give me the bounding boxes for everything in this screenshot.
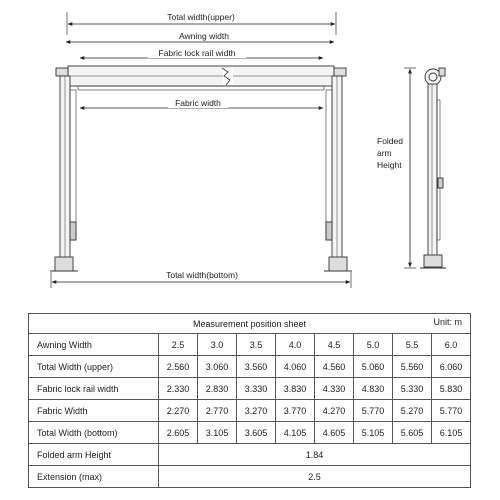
table-cell: 4.605 <box>315 422 354 444</box>
folded-arm-height-row <box>29 444 471 466</box>
folded-arm-height-value: 1.84 <box>159 444 471 466</box>
table-unit: Unit: m <box>433 317 462 327</box>
dimension-folded-arm-height <box>374 68 416 268</box>
table-cell: 4.060 <box>276 356 315 378</box>
table-cell: 6.105 <box>432 422 471 444</box>
table-cell: 4.330 <box>315 378 354 400</box>
table-cell: 3.770 <box>276 400 315 422</box>
row-label: Folded arm Height <box>29 444 159 466</box>
awning-width-value: 2.5 <box>159 334 198 356</box>
row-label: Fabric Width <box>29 400 159 422</box>
table-cell: 3.605 <box>237 422 276 444</box>
table-cell: 5.770 <box>432 400 471 422</box>
label-total-width-bottom: Total width(bottom) <box>166 270 238 280</box>
label-arm: arm <box>377 148 392 158</box>
table-row <box>29 378 471 400</box>
table-cell: 2.330 <box>159 378 198 400</box>
table-cell: 5.270 <box>393 400 432 422</box>
label-fabric-lock-rail-width: Fabric lock rail width <box>158 48 236 58</box>
row-label: Awning Width <box>29 334 159 356</box>
table-cell: 4.830 <box>354 378 393 400</box>
row-label: Fabric lock rail width <box>29 378 159 400</box>
table-cell: 3.060 <box>198 356 237 378</box>
table-cell: 2.270 <box>159 400 198 422</box>
dimension-fabric-width <box>80 98 323 108</box>
awning-width-value: 4.5 <box>315 334 354 356</box>
table-row <box>29 400 471 422</box>
table-title-row <box>29 314 471 334</box>
table-cell: 2.560 <box>159 356 198 378</box>
awning-width-value: 4.0 <box>276 334 315 356</box>
label-fabric-width: Fabric width <box>175 98 221 108</box>
table-cell: 5.605 <box>393 422 432 444</box>
table-cell: 4.105 <box>276 422 315 444</box>
awning-width-row <box>29 334 471 356</box>
measurement-table <box>28 313 471 488</box>
row-label: Extension (max) <box>29 466 159 488</box>
table-row <box>29 356 471 378</box>
awning-width-value: 5.0 <box>354 334 393 356</box>
table-cell: 2.770 <box>198 400 237 422</box>
dimension-fabric-lock-rail-width <box>80 48 323 58</box>
table-cell: 5.060 <box>354 356 393 378</box>
awning-side-view <box>420 68 446 268</box>
label-total-width-upper: Total width(upper) <box>167 12 235 22</box>
dimension-total-width-bottom <box>51 270 351 288</box>
label-folded: Folded <box>377 136 403 146</box>
label-awning-width: Awning width <box>179 31 229 41</box>
table-cell: 3.270 <box>237 400 276 422</box>
table-cell: 2.830 <box>198 378 237 400</box>
extension-value: 2.5 <box>159 466 471 488</box>
extension-row <box>29 466 471 488</box>
table-cell: 5.560 <box>393 356 432 378</box>
awning-width-value: 5.5 <box>393 334 432 356</box>
table-cell: 3.560 <box>237 356 276 378</box>
table-cell: 4.560 <box>315 356 354 378</box>
row-label: Total Width (upper) <box>29 356 159 378</box>
table-cell: 5.105 <box>354 422 393 444</box>
table-cell: 3.105 <box>198 422 237 444</box>
row-label: Total Width (bottom) <box>29 422 159 444</box>
table-cell: 6.060 <box>432 356 471 378</box>
table-cell: 5.330 <box>393 378 432 400</box>
awning-width-value: 3.0 <box>198 334 237 356</box>
table-row <box>29 422 471 444</box>
awning-width-value: 6.0 <box>432 334 471 356</box>
table-cell: 3.330 <box>237 378 276 400</box>
label-height: Height <box>377 160 402 170</box>
table-title: Measurement position sheet <box>192 318 307 329</box>
table-cell: 4.270 <box>315 400 354 422</box>
table-cell: 5.830 <box>432 378 471 400</box>
awning-width-value: 3.5 <box>237 334 276 356</box>
dimension-awning-width <box>66 31 334 42</box>
table-title-cell <box>29 314 471 334</box>
awning-front-view <box>50 66 352 271</box>
table-cell: 3.830 <box>276 378 315 400</box>
table-cell: 5.770 <box>354 400 393 422</box>
table-cell: 2.605 <box>159 422 198 444</box>
